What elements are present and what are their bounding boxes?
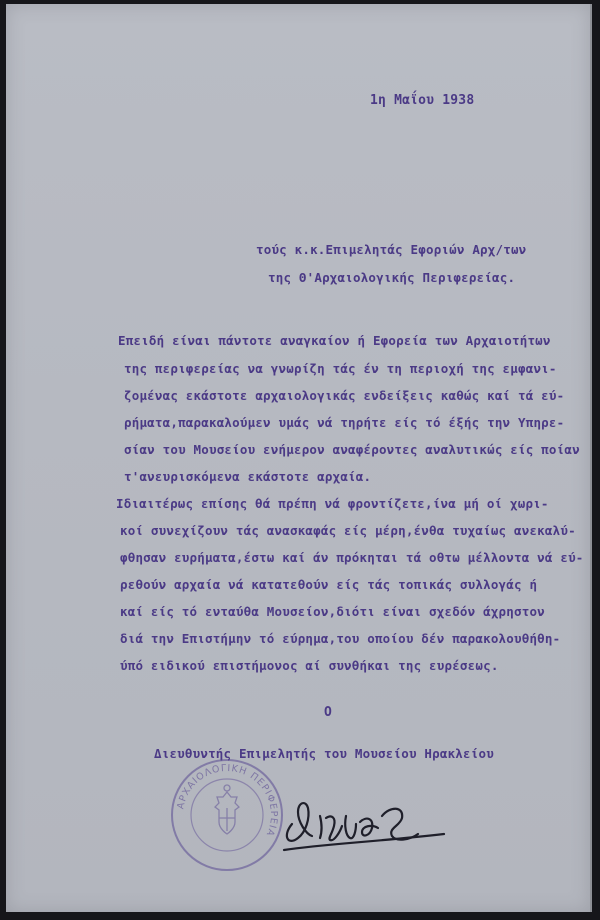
body-line-2: της περιφερείας να γνωρίζη τάς έν τη περιοχή της εμφανι-: [124, 361, 557, 376]
body-line-5: σίαν του Μουσείου ενήμερον αναφέροντες αναλυτικώς είς ποίαν: [124, 442, 580, 457]
body-line-11: καί είς τό ενταύθα Μουσείον,διότι είναι σχεδόν άχρηστον: [120, 604, 545, 619]
coat-of-arms-icon: [215, 785, 239, 834]
body-line-7: Ιδιαιτέρως επίσης θά πρέπη νά φροντίζετε,ίνα μή οί χωρι-: [116, 496, 549, 511]
addressee-line-2: της Θ'Αρχαιολογικής Περιφερείας.: [268, 270, 516, 285]
signer-title: Διευθυντής Επιμελητής του Μουσείου Ηρακλείου: [154, 746, 494, 761]
letter-date: 1η Μαΐου 1938: [370, 93, 475, 108]
handwritten-signature: [264, 776, 464, 866]
body-line-9: φθησαν ευρήματα,έστω καί άν πρόκηται τά οθτω μέλλοντα νά εύ-: [120, 550, 584, 565]
body-line-12: διά την Επιστήμην τό εύρημα,του οποίου δέν παρακολουθήθη-: [120, 631, 561, 646]
body-line-8: κοί συνεχίζουν τάς ανασκαφάς είς μέρη,ένθα τυχαίως ανεκαλύ-: [120, 523, 576, 538]
body-line-13: ύπό ειδικού επιστήμονος αί συνθήκαι της ευρέσεως.: [120, 658, 499, 673]
body-line-10: ρεθούν αρχαία νά κατατεθούν είς τάς τοπικάς συλλογάς ή: [120, 577, 538, 592]
body-line-6: τ'ανευρισκόμενα εκάστοτε αρχαία.: [124, 469, 372, 484]
body-line-1: Επειδή είναι πάντοτε αναγκαίον ή Εφορεία των Αρχαιοτήτων: [118, 333, 551, 348]
body-line-3: ζομένας εκάστοτε αρχαιολογικάς ενδείξεις καθώς καί τά εύ-: [124, 388, 565, 403]
body-line-4: ρήματα,παρακαλούμεν υμάς νά τηρήτε είς τό έξής την Υπηρε-: [124, 415, 565, 430]
addressee-line-1: τούς κ.κ.Επιμελητάς Εφοριών Αρχ/των: [256, 242, 527, 257]
stamp-text: ΑΡΧΑΙΟΛΟΓΙΚΗ ΠΕΡΙΦΕΡΕΙΑ: [175, 762, 280, 839]
closing-article: Ο: [324, 705, 333, 720]
letter-page: [6, 4, 592, 912]
